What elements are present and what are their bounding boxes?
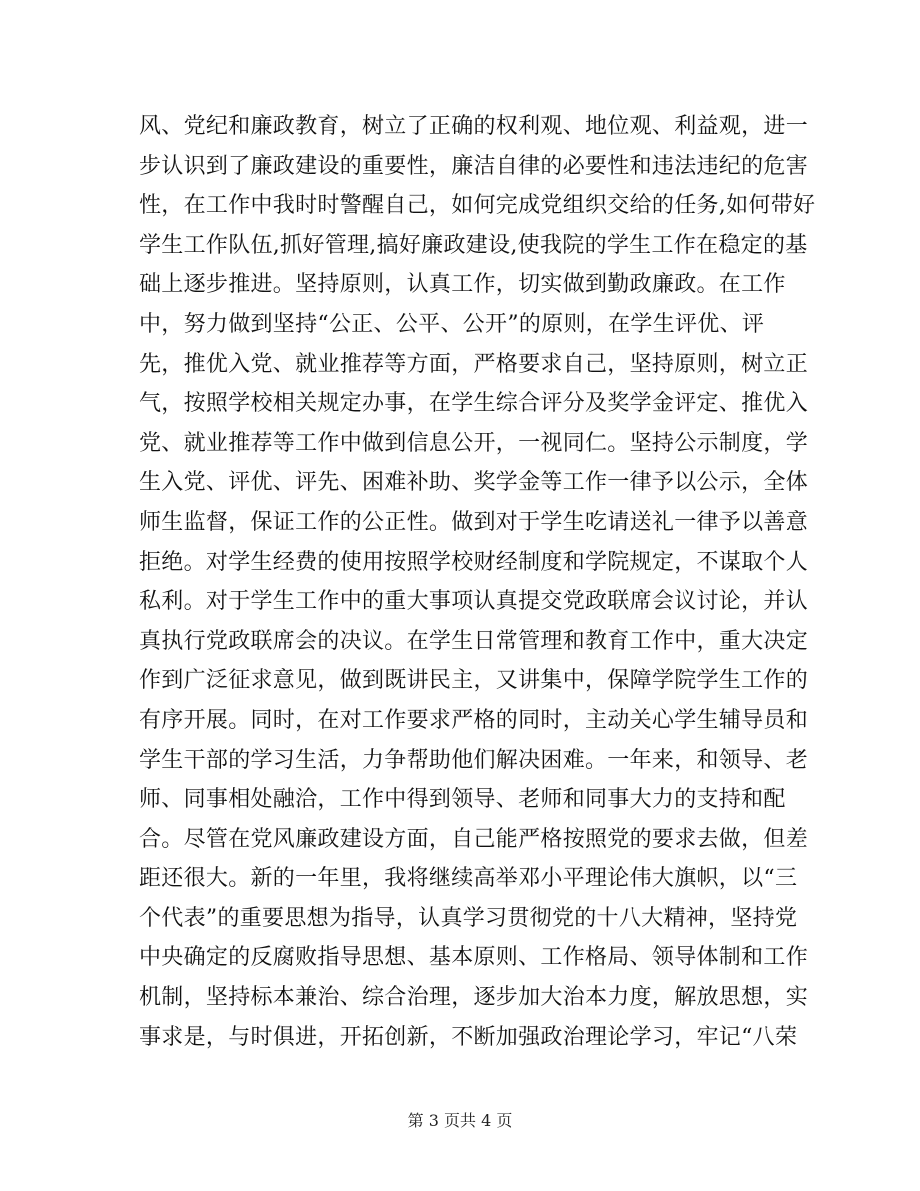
text-line: 础上逐步推进。坚持原则，认真工作，切实做到勤政廉政。在工作 — [139, 272, 786, 298]
text-line: 生入党、评优、评先、困难补助、奖学金等工作一律予以公示，全体 — [139, 470, 809, 496]
text-line: 党、就业推荐等工作中做到信息公开，一视同仁。坚持公示制度，学 — [139, 430, 809, 456]
text-line: 步认识到了廉政建设的重要性，廉洁自律的必要性和违法违纪的危害 — [139, 153, 809, 179]
text-line: 合。尽管在党风廉政建设方面，自己能严格按照党的要求去做，但差 — [139, 826, 809, 852]
text-line: 有序开展。同时，在对工作要求严格的同时，主动关心学生辅导员和 — [139, 707, 809, 733]
text-line: 气，按照学校相关规定办事，在学生综合评分及奖学金评定、推优入 — [139, 391, 809, 417]
page-number-footer: 第 3 页共 4 页 — [407, 1111, 513, 1130]
text-line: 学生干部的学习生活，力争帮助他们解决困难。一年来，和领导、老 — [139, 747, 809, 773]
text-line: 中，努力做到坚持“公正、公平、公开”的原则，在学生评优、评 — [139, 311, 765, 337]
text-line: 风、党纪和廉政教育，树立了正确的权利观、地位观、利益观，进一 — [139, 114, 809, 139]
text-line: 私利。对于学生工作中的重大事项认真提交党政联席会议讨论，并认 — [139, 589, 809, 615]
text-line: 个代表”的重要思想为指导，认真学习贯彻党的十八大精神，坚持党 — [139, 905, 798, 931]
text-line: 师、同事相处融洽，工作中得到领导、老师和同事大力的支持和配 — [139, 787, 786, 813]
text-line: 事求是，与时俱进，开拓创新，不断加强政治理论学习，牢记“八荣 — [139, 1024, 798, 1050]
text-line: 作到广泛征求意见，做到既讲民主，又讲集中，保障学院学生工作的 — [139, 668, 809, 694]
text-line: 中央确定的反腐败指导思想、基本原则、工作格局、领导体制和工作 — [139, 945, 809, 971]
text-line: 机制，坚持标本兼治、综合治理，逐步加大治本力度，解放思想，实 — [139, 985, 809, 1011]
body-text — [139, 107, 816, 1057]
text-line: 真执行党政联席会的决议。在学生日常管理和教育工作中，重大决定 — [139, 628, 809, 654]
text-line: 拒绝。对学生经费的使用按照学校财经制度和学院规定，不谋取个人 — [139, 549, 809, 575]
text-line: 师生监督，保证工作的公正性。做到对于学生吃请送礼一律予以善意 — [139, 509, 809, 535]
text-line: 性，在工作中我时时警醒自己，如何完成党组织交给的任务,如何带好 — [139, 193, 816, 219]
text-line: 距还很大。新的一年里，我将继续高举邓小平理论伟大旗帜，以“三 — [139, 866, 798, 892]
text-line: 学生工作队伍,抓好管理,搞好廉政建设,使我院的学生工作在稳定的基 — [139, 232, 808, 258]
text-line: 先，推优入党、就业推荐等方面，严格要求自己，坚持原则，树立正 — [139, 351, 809, 377]
